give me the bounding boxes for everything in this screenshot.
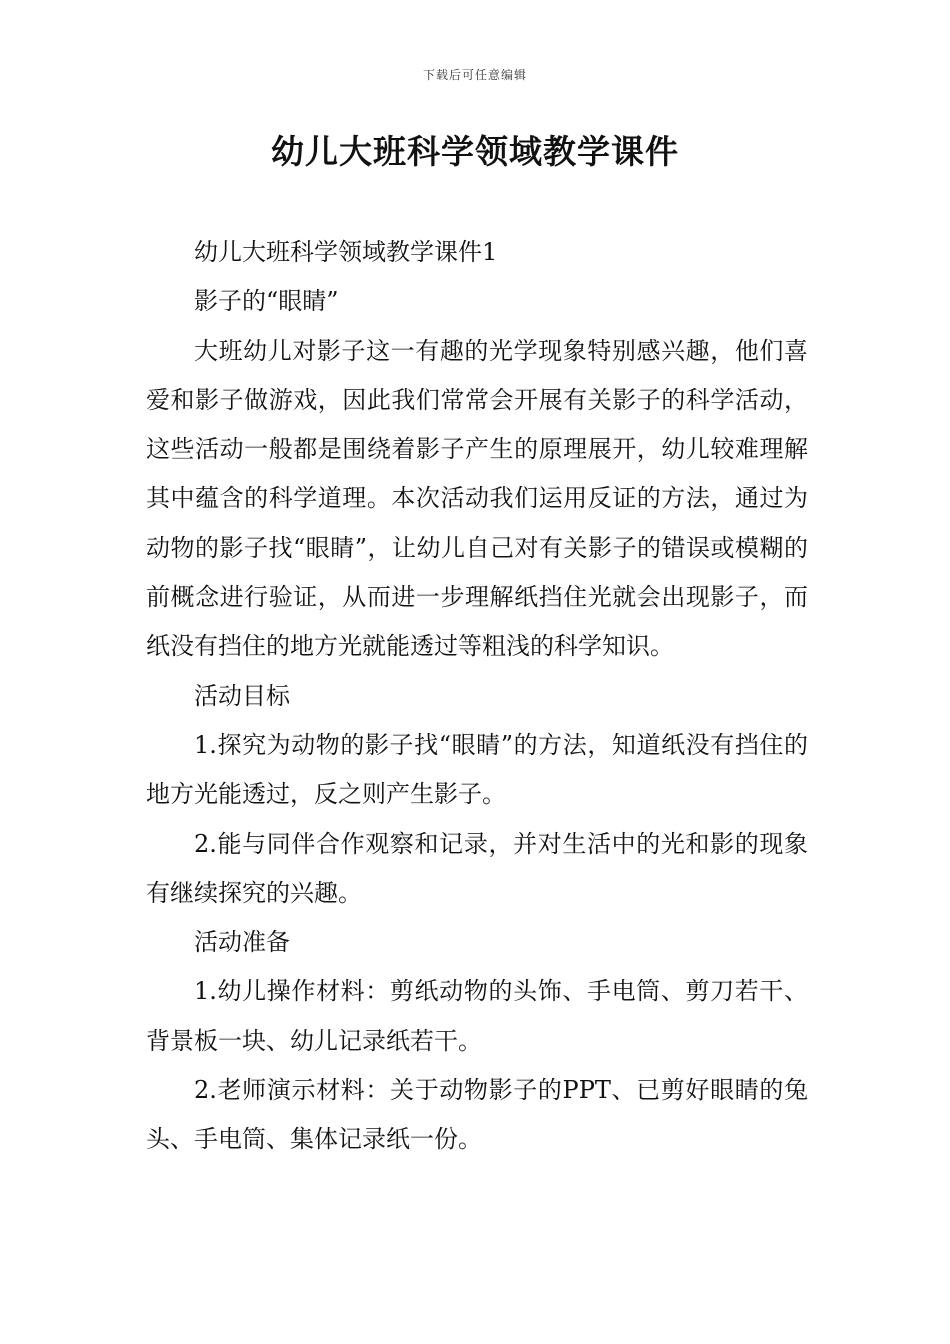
goal-item-1: 1.探究为动物的影子找“眼睛”的方法，知道纸没有挡住的地方光能透过，反之则产生影子。 xyxy=(146,730,808,809)
preparation-item-2: 2.老师演示材料：关于动物影子的PPT、已剪好眼睛的兔头、手电筒、集体记录纸一份。 xyxy=(146,1076,808,1154)
activity-title: 影子的“眼睛” xyxy=(194,287,339,316)
document-title: 幼儿大班科学领域教学课件 xyxy=(271,132,679,171)
section-heading: 幼儿大班科学领域教学课件1 xyxy=(194,238,498,266)
goals-heading: 活动目标 xyxy=(194,681,290,710)
preparation-item-1: 1.幼儿操作材料：剪纸动物的头饰、手电筒、剪刀若干、背景板一块、幼儿记录纸若干。 xyxy=(146,977,808,1055)
preparation-heading: 活动准备 xyxy=(194,928,290,957)
goal-item-2: 2.能与同伴合作观察和记录，并对生活中的光和影的现象有继续探究的兴趣。 xyxy=(146,829,808,907)
intro-paragraph: 大班幼儿对影子这一有趣的光学现象特别感兴趣，他们喜爱和影子做游戏，因此我们常常会开展有关影子的科学活动，这些活动一般都是围绕着影子产生的原理展开，幼儿较难理解其中蕴含的科学道理。本次活动我们运用反证的方法，通过为动物的影子找“眼睛”，让幼儿自己对有关影子的错误或模糊的前概念进行验证，从而进一步理解纸挡住光就会出现影子，而纸没有挡住的地方光就能透过等粗浅的科学知识。 xyxy=(146,336,808,661)
page-header-note: 下载后可任意编辑 xyxy=(422,68,527,82)
document-body xyxy=(146,228,808,1165)
